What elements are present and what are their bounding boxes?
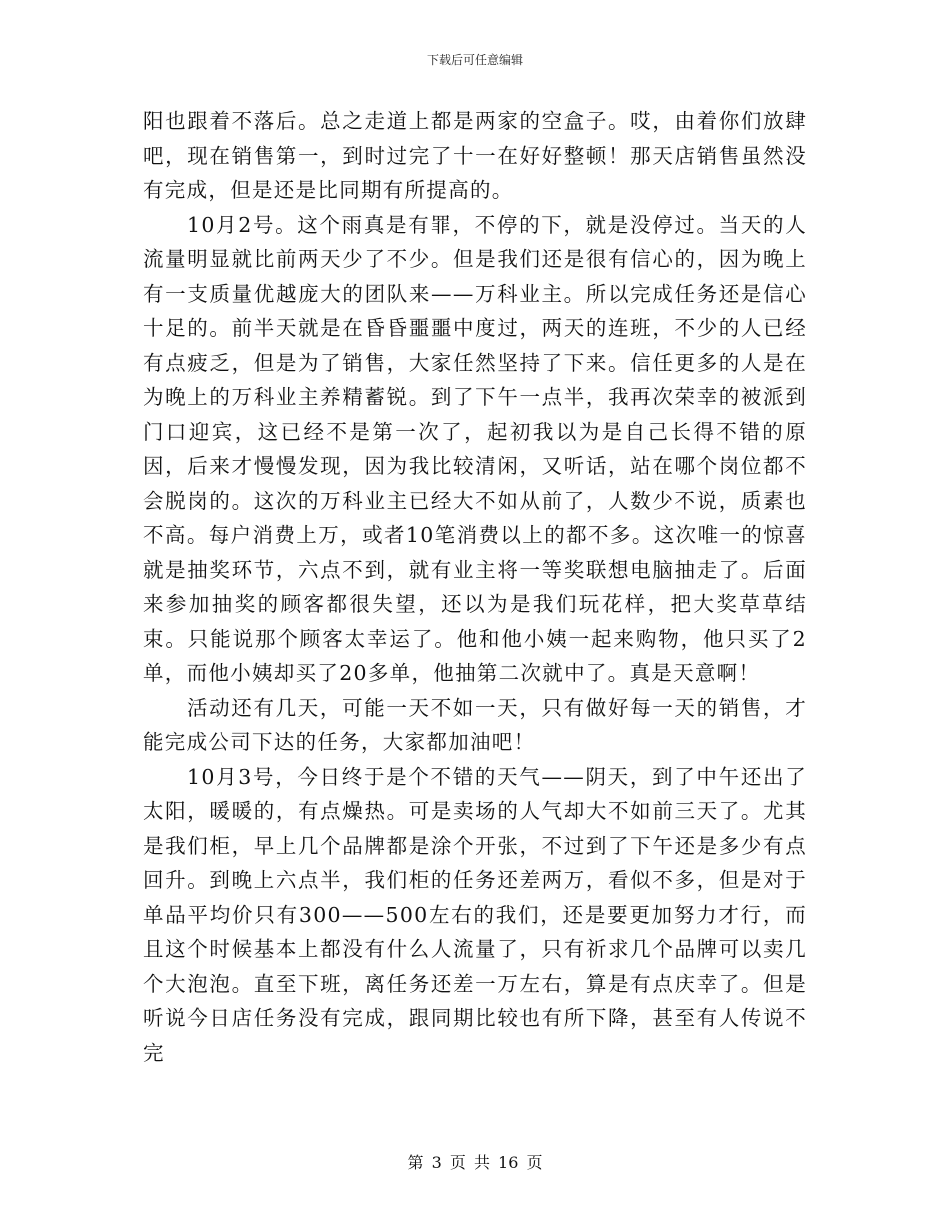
document-body xyxy=(143,104,807,1070)
paragraph-oct-2: 10月2号。这个雨真是有罪，不停的下，就是没停过。当天的人流量明显就比前两天少了不少。但是我们还是很有信心的，因为晚上有一支质量优越庞大的团队来——万科业主。所以完成任务还是信心十足的。前半天就是在昏昏噩噩中度过，两天的连班，不少的人已经有点疲乏，但是为了销售，大家任然坚持了下来。信任更多的人是在为晚上的万科业主养精蓄锐。到了下午一点半，我再次荣幸的被派到门口迎宾，这已经不是第一次了，起初我以为是自己长得不错的原因，后来才慢慢发现，因为我比较清闲，又听话，站在哪个岗位都不会脱岗的。这次的万科业主已经大不如从前了，人数少不说，质素也不高。每户消费上万，或者10笔消费以上的都不多。这次唯一的惊喜就是抽奖环节，六点不到，就有业主将一等奖联想电脑抽走了。后面来参加抽奖的顾客都很失望，还以为是我们玩花样，把大奖草草结束。只能说那个顾客太幸运了。他和他小姨一起来购物，他只买了2单，而他小姨却买了20多单，他抽第二次就中了。真是天意啊！ xyxy=(143,212,807,685)
paragraph-encouragement: 活动还有几天，可能一天不如一天，只有做好每一天的销售，才能完成公司下达的任务，大家都加油吧！ xyxy=(143,695,807,754)
page-number: 第 3 页 共 16 页 xyxy=(407,1153,543,1172)
paragraph-continued: 阳也跟着不落后。总之走道上都是两家的空盒子。哎，由着你们放肆吧，现在销售第一，到时过完了十一在好好整顿！那天店销售虽然没有完成，但是还是比同期有所提高的。 xyxy=(143,109,807,202)
page-header: 下载后可任意编辑 xyxy=(426,53,523,67)
paragraph-oct-3: 10月3号，今日终于是个不错的天气——阴天，到了中午还出了太阳，暖暖的，有点燥热。可是卖场的人气却大不如前三天了。尤其是我们柜，早上几个品牌都是涂个开张，不过到了下午还是多少有点回升。到晚上六点半，我们柜的任务还差两万，看似不多，但是对于单品平均价只有300——500左右的我们，还是要更加努力才行，而且这个时候基本上都没有什么人流量了，只有祈求几个品牌可以卖几个大泡泡。直至下班，离任务还差一万左右，算是有点庆幸了。但是听说今日店任务没有完成，跟同期比较也有所下降，甚至有人传说不完 xyxy=(143,764,807,1065)
